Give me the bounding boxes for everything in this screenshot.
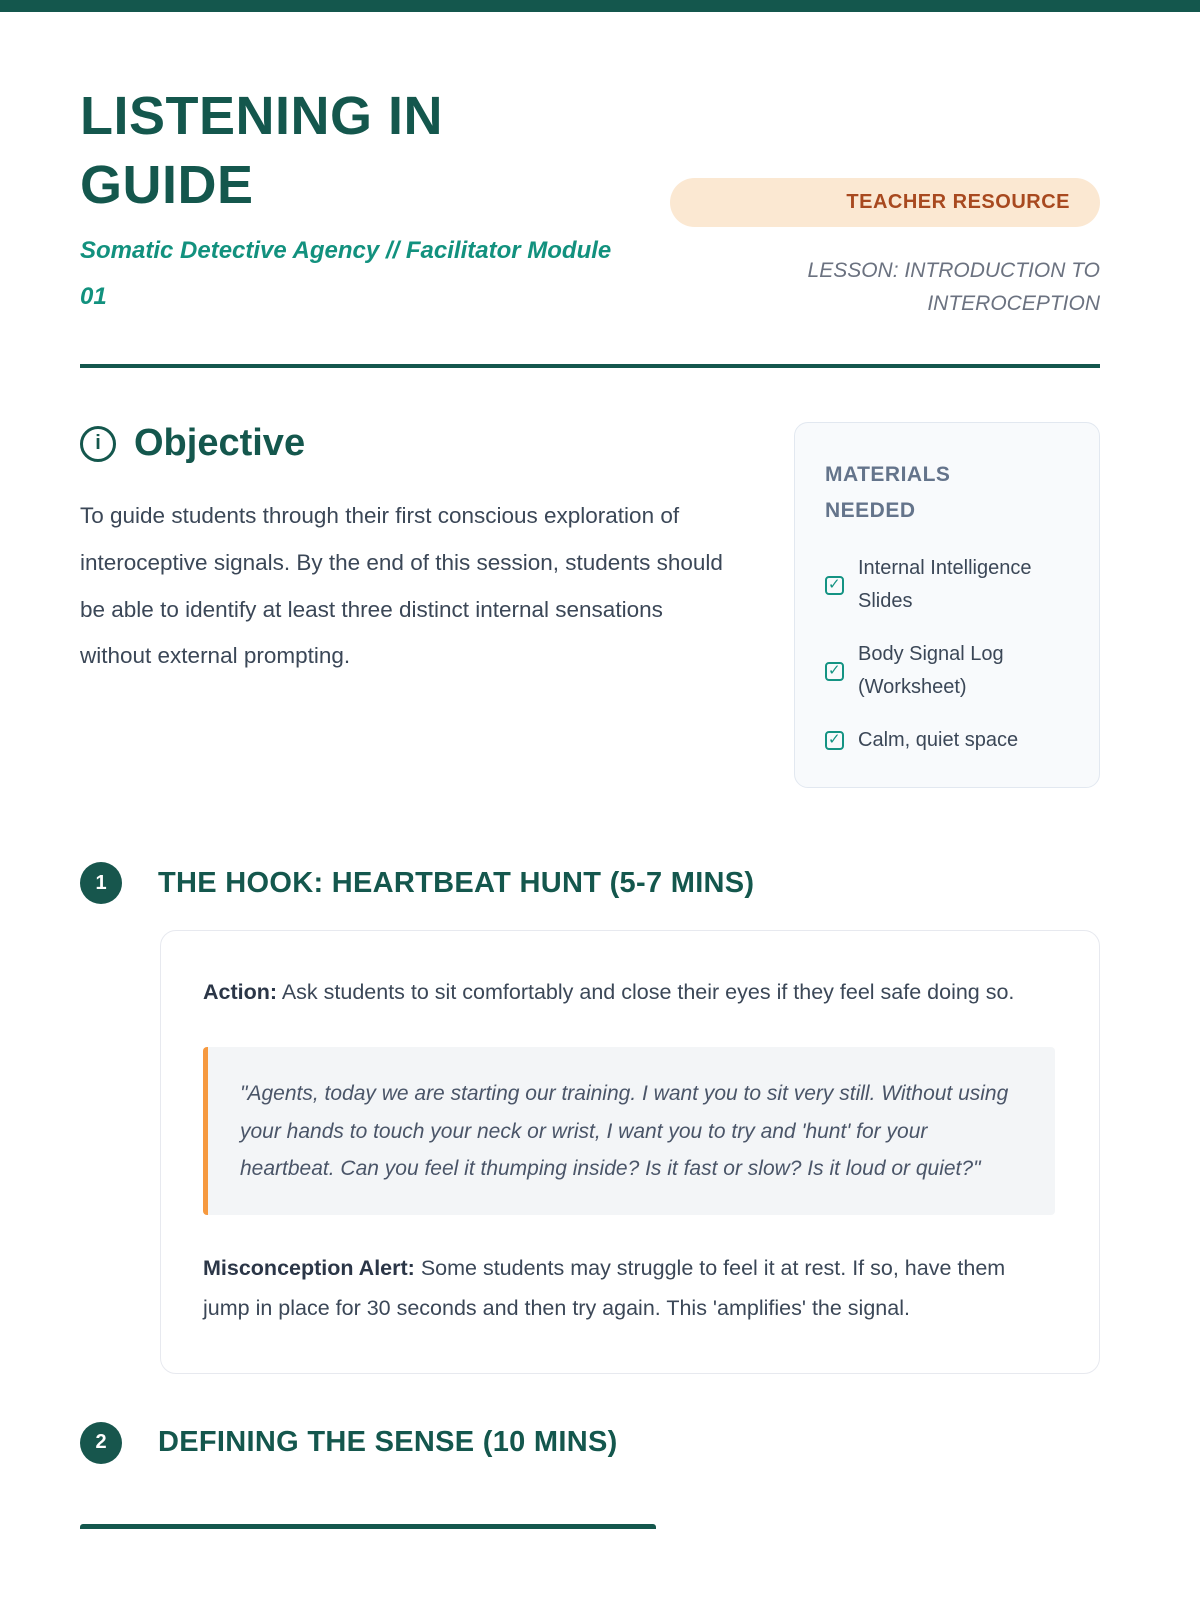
section-number-badge: 2 <box>80 1422 122 1464</box>
materials-list <box>825 552 1071 757</box>
action-paragraph <box>203 973 1055 1013</box>
section-2-header <box>80 1422 1100 1464</box>
page-title: LISTENING IN GUIDE <box>80 86 444 216</box>
header-right <box>670 178 1100 320</box>
section-title: DEFINING THE SENSE (10 MINS) <box>158 1426 618 1459</box>
lesson-note: LESSON: INTRODUCTION TO INTEROCEPTION <box>807 259 1100 315</box>
misconception-label: Misconception Alert: <box>203 1256 415 1281</box>
section-number-badge: 1 <box>80 862 122 904</box>
checkbox-checked-icon <box>825 662 844 681</box>
section-title: THE HOOK: HEARTBEAT HUNT (5-7 MINS) <box>158 866 755 899</box>
page-subtitle: Somatic Detective Agency // Facilitator Module 01 <box>80 237 612 310</box>
header-left <box>80 82 670 320</box>
objective-block <box>80 422 794 788</box>
top-accent-bar <box>0 0 1200 12</box>
header-divider <box>80 364 1100 368</box>
materials-item-label: Calm, quiet space <box>858 729 1019 752</box>
action-text: Ask students to sit comfortably and close their eyes if they feel safe doing so. <box>277 980 1015 1005</box>
materials-heading: MATERIALS NEEDED <box>825 463 951 522</box>
misconception-paragraph <box>203 1249 1055 1329</box>
page-container <box>0 12 1200 1529</box>
section-1-card <box>160 930 1100 1373</box>
materials-item-label: Body Signal Log (Worksheet) <box>858 643 1004 699</box>
checkbox-checked-icon <box>825 731 844 750</box>
list-item <box>825 724 1071 757</box>
script-quote-text: "Agents, today we are starting our training. I want you to sit very still. Without using your hands to touch your neck or wrist, I want you to try and 'hunt' for your heartbeat. Can you feel it thumping inside? Is it fast or slow? Is it loud or quiet?" <box>240 1082 1009 1180</box>
info-icon: i <box>80 426 116 462</box>
script-quote-block <box>203 1047 1055 1215</box>
checkbox-checked-icon <box>825 576 844 595</box>
list-item <box>825 552 1071 618</box>
next-block-partial-edge <box>80 1524 656 1529</box>
objective-heading <box>80 422 734 465</box>
action-label: Action: <box>203 980 278 1005</box>
section-1-header <box>80 862 1100 904</box>
section-1 <box>80 862 1100 1373</box>
objective-heading-label: Objective <box>134 422 306 465</box>
materials-needed-card <box>794 422 1100 788</box>
list-item <box>825 638 1071 704</box>
teacher-resource-badge: TEACHER RESOURCE <box>670 178 1100 227</box>
objective-row <box>80 422 1100 788</box>
header <box>80 82 1100 320</box>
section-2 <box>80 1422 1100 1529</box>
objective-body: To guide students through their first conscious exploration of interoceptive signals. By the end of this session, students should be able to identify at least three distinct internal sensations without external prompting. <box>80 503 723 669</box>
materials-item-label: Internal Intelligence Slides <box>858 557 1032 613</box>
misconception-text: Some students may struggle to feel it at rest. If so, have them jump in place for 30 seconds and then try again. This 'amplifies' the signal. <box>203 1256 1006 1321</box>
